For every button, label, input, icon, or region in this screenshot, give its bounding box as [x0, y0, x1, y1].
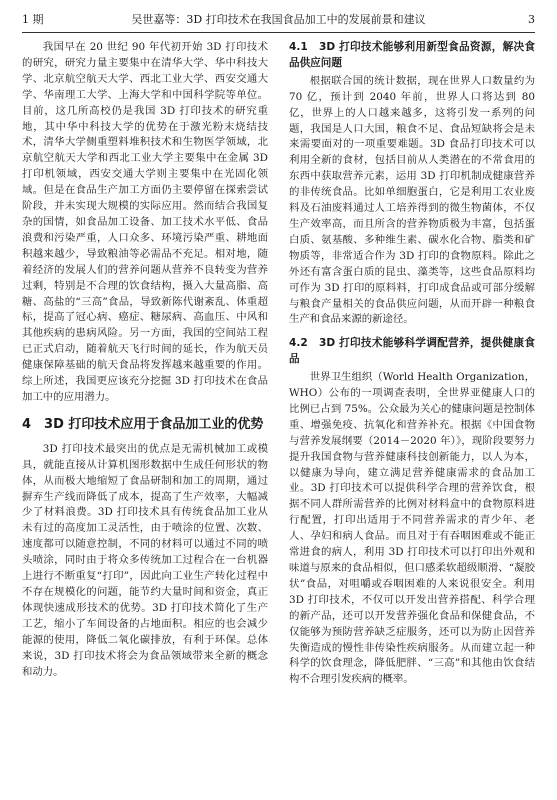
- section-gap: [289, 328, 535, 336]
- body-paragraph-nutrition: 世界卫生组织（World Health Organization，WHO）公布的一项调查表明，全世界亚健康人口的比例已占到 75%。公众最为关心的健康问题是控制体重、增强免疫、抗氧化和营养补充。根据《中国食物与营养发展纲要（2014－2020 年）》，现阶段要努力提升我国食物与营养健康科技创新能力，以人为本，以健康为导向，建立满足营养健康需求的食品加工业。3D 打印技术可以提供科学合理的营养饮食，根据不同人群所需营养的比例对材料盒中的食物原料进行配置，打印出适用于不同营养需求的青少年、老人、孕妇和病人食品。而且对于有吞咽困难或不能正常进食的病人，利用 3D 打印技术可以打印出外观和味道与原来的食品相似，但口感柔软超级顺滑、“凝胶状”食品，对咀嚼或吞咽困难的人来说很安全。利用 3D 打印技术，不仅可以开发出营养搭配、科学合理的新产品，还可以开发营养强化食品和保健食品，不仅能够为预防营养缺乏症服务，还可以为防止因营养失衡造成的慢性非传染性疾病服务。从而建立起一种科学的饮食理念，降低肥胖、“三高”和其他由饮食结构不合理引发疾病的概率。: [289, 371, 535, 686]
- right-column: [289, 40, 535, 688]
- running-title: 吴世嘉等：3D 打印技术在我国食品加工中的发展前景和建议: [131, 13, 426, 26]
- subsection-heading-4-2: 4.2 3D 打印技术能够科学调配营养，提供健康食品: [289, 337, 535, 366]
- running-header: [22, 8, 535, 33]
- section-heading-4: 4 3D 打印技术应用于食品加工业的优势: [22, 416, 264, 432]
- body-paragraph-intro: 我国早在 20 世纪 90 年代初开始 3D 打印技术的研究，研究力量主要集中在清华大学、华中科技大学、北京航空航天大学、西北工业大学、西安交通大学、华南理工大学、上海大学和中国科学院等单位。目前，这几所高校仍是我国 3D 打印技术的研究重地，其中华中科技大学的优势在于激光粉末烧结技术，清华大学侧重塑料堆积技术和生物医学领域，北京航空航天大学和西北工业大学主要集中在金属 3D 打印机领域，西安交通大学则主要集中在光固化领域。但是在食品生产加工方面仍主要停留在探索尝试阶段，并未实现大规模的实际应用。然而结合我国复杂的国情，如食品加工设备、加工技术水平低、食品浪费和污染严重，人口众多、环境污染严重、耕地面积越来越少，导致粮油等必需品不充足。相对地，随着经济的发展人们的营养问题从营养不良转变为营养过剩，特别是不合理的饮食结构，摄入大量高脂、高糖、高盐的“三高”食品，导致新陈代谢紊乱、体重超标，提高了冠心病、癌症、糖尿病、高血压、中风和其他疾病的患病风险。另一方面，我国的空间站工程已正式启动，随着航天飞行时间的延长，作为航天员健康保障基础的航天食品将发挥越来越重要的作用。综上所述，我国更应该充分挖掘 3D 打印技术在食品加工中的应用潜力。: [22, 41, 268, 403]
- issue-label: 1 期: [22, 13, 44, 26]
- subsection-heading-4-1: 4.1 3D 打印技术能够利用新型食品资源，解决食品供应问题: [289, 41, 535, 69]
- body-paragraph-advantages: 3D 打印技术最突出的优点是无需机械加工或模具，就能直接从计算机图形数据中生成任何形状的物体，从而极大地缩短了食品研制和加工的周期，通过摒弃生产线而降低了成本，提高了生产效率，大幅减少了材料浪费。3D 打印技术具有传统食品加工业从未有过的高度加工灵活性，由于喷涂的位置、次数、速度都可以随意控制，不同的材料可以通过不同的喷头喷涂，同时由于将众多传统加工过程合在一台机器上进行不断重复“打印”，因此向工业生产转化过程中不存在规模化的问题，能节约大量时间和资金，真正体现快速成形技术的优势。3D 打印技术简化了生产工艺，缩小了车间设备的占地面积。相应的也会减少能源的使用，降低二氧化碳排放，有利于环保。总体来说，3D 打印技术将会为食品领域带来全新的概念和动力。: [22, 442, 268, 678]
- body-paragraph-food-resources: 根据联合国的统计数据，现在世界人口数量约为 70 亿，预计到 2040 年前，世界人口将达到 80 亿，世界上的人口越来越多，这将引发一系列的问题，我国是人口大国，粮食不足、食品短缺将会是未来需要面对的一项重要难题。3D 食品打印技术可以利用全新的食材，包括目前从人类潜在的不常食用的东西中获取营养元素，运用 3D 打印机制成健康营养的非传统食品。比如单细胞蛋白，它是利用工农业废料及石油废料通过人工培养得到的微生物菌体，不仅生产效率高，而且所含的营养物质极为丰富，包括蛋白质、氨基酸、多种维生素、碳水化合物、脂类和矿物质等，非常适合作为 3D 打印的食物原料。除此之外还有富含蛋白质的昆虫、藻类等，这些食品原料均可作为 3D 打印的原料料，打印成食品或可部分缓解与粮食产量相关的食品供应问题，从而开辟一种粮食生产和食品来源的新途径。: [289, 74, 535, 326]
- left-column: [22, 40, 268, 680]
- page-number: 3: [528, 13, 535, 26]
